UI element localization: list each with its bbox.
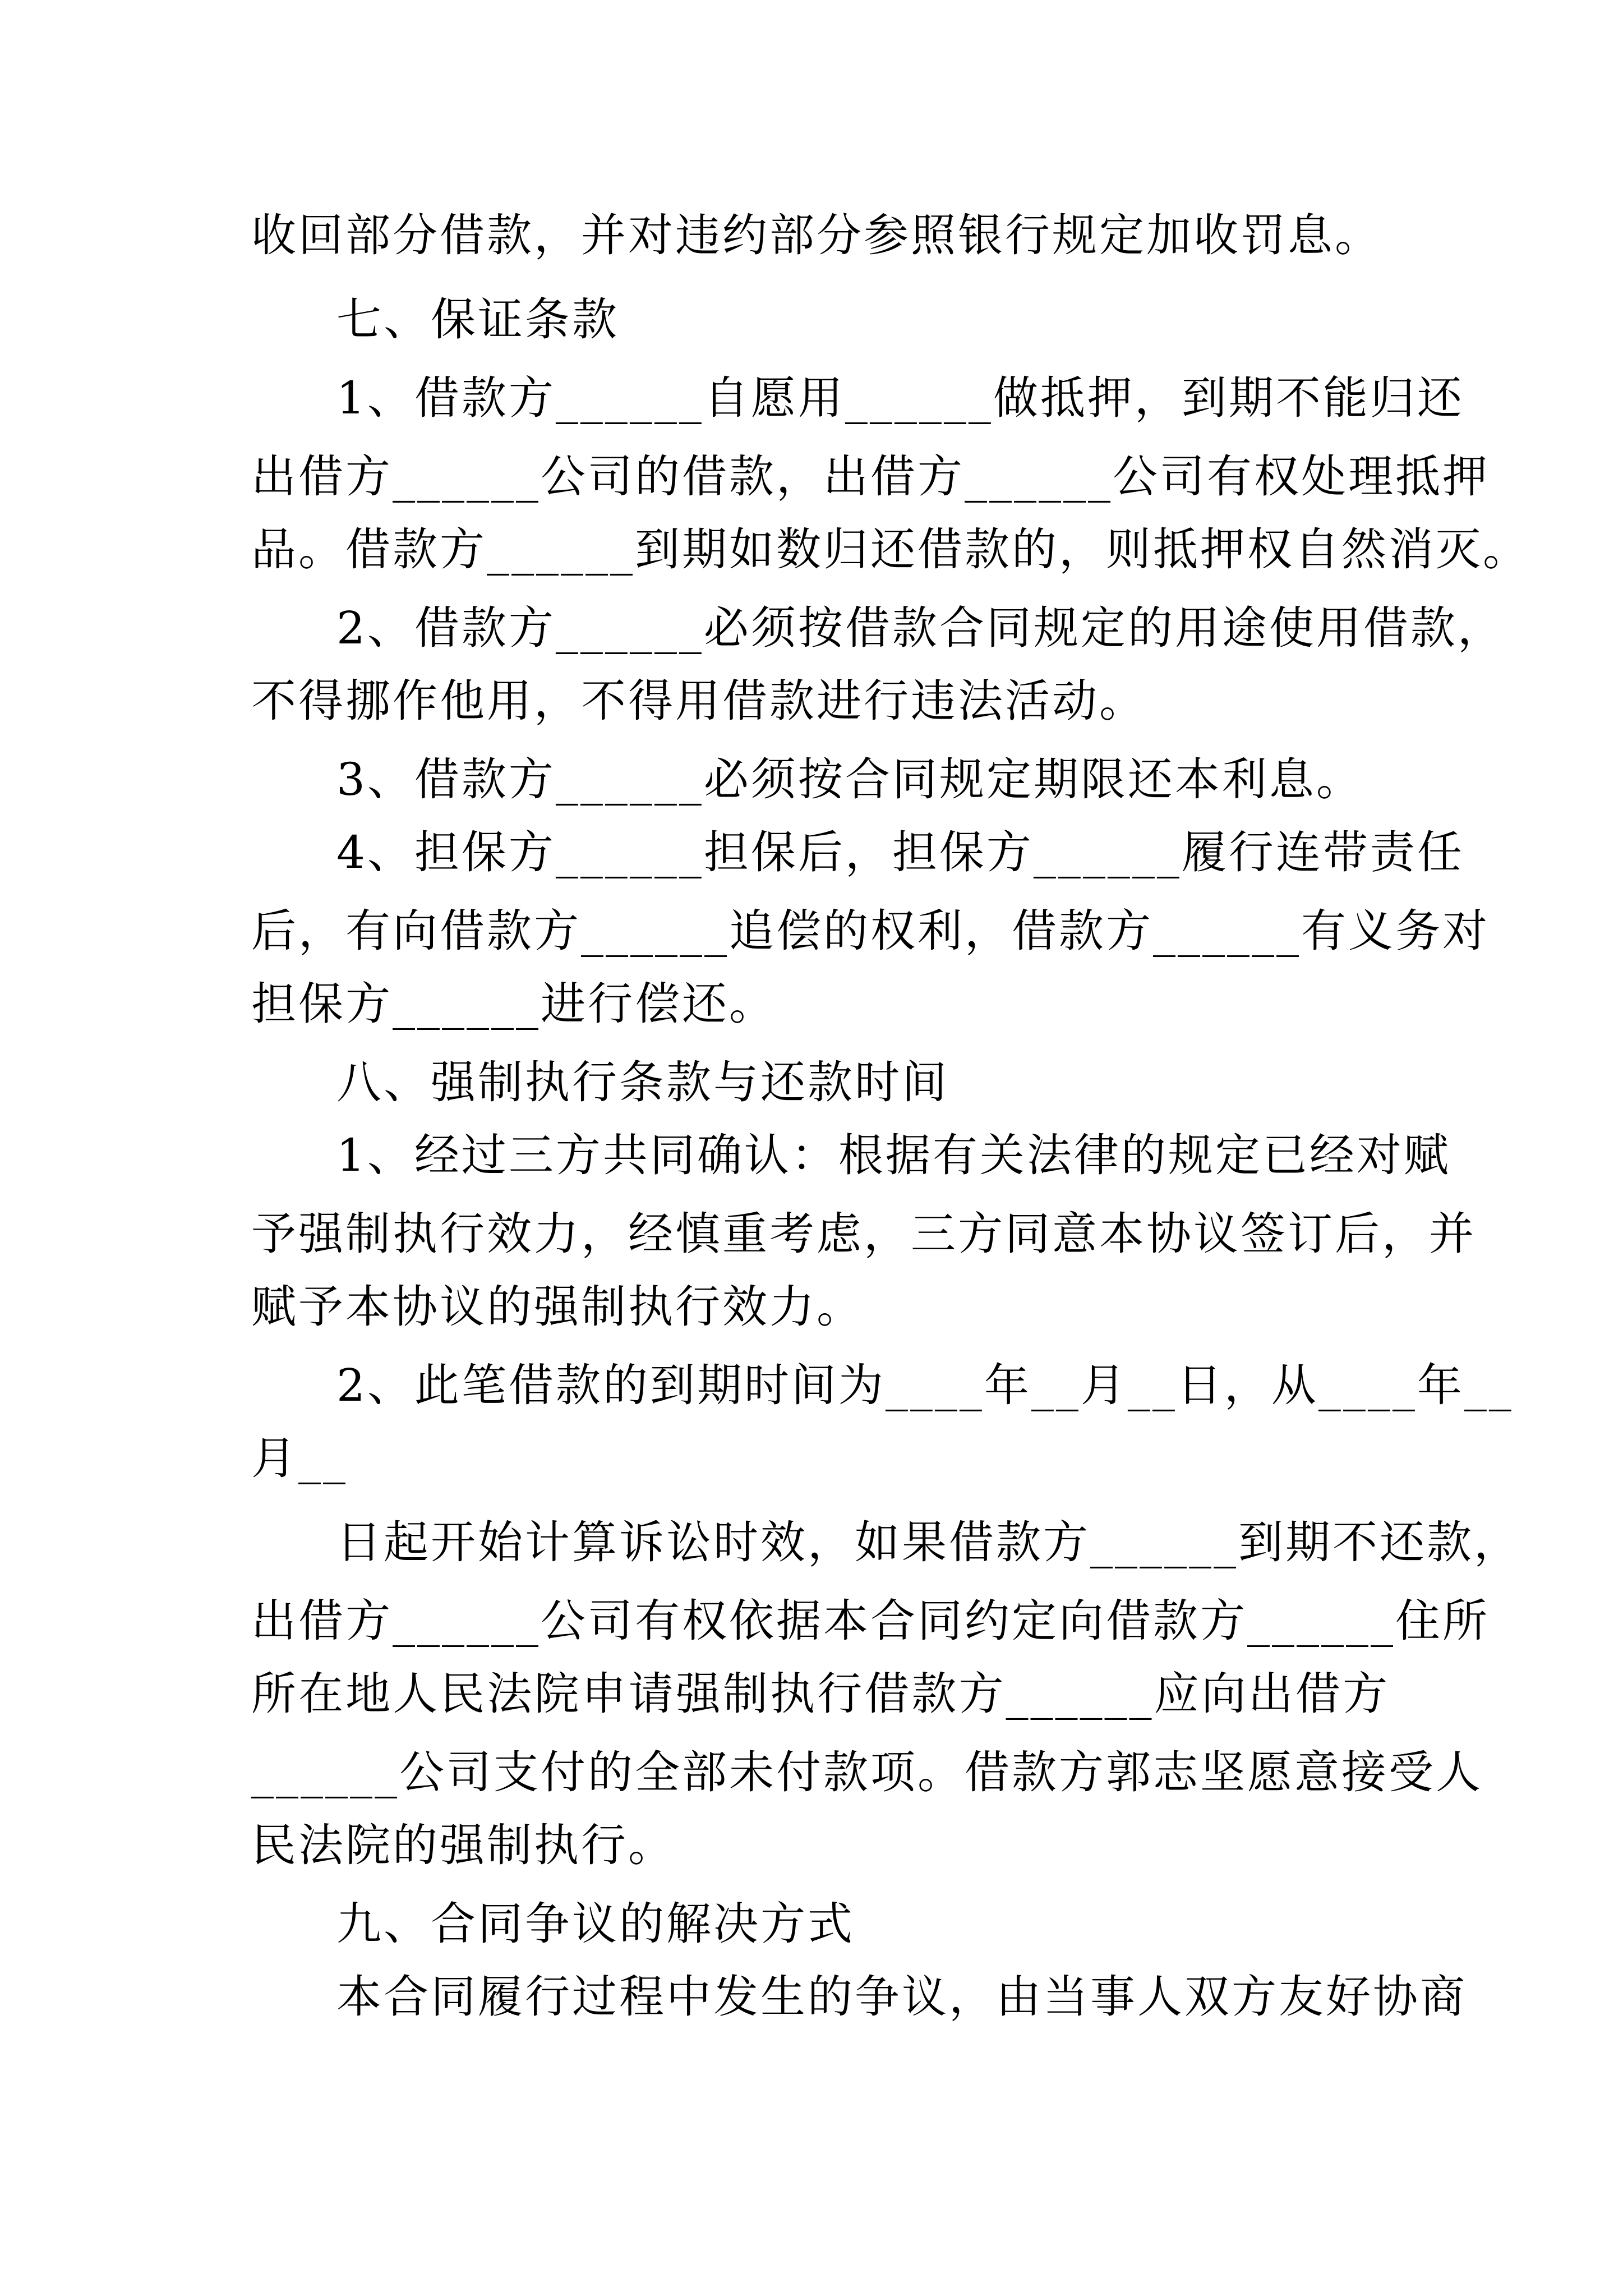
paragraph-line: 不得挪作他用，不得用借款进行违法活动。: [251, 675, 1146, 727]
paragraph-line: 日起开始计算诉讼时效，如果借款方______到期不还款，: [336, 1516, 1521, 1568]
paragraph-line: 赋予本协议的强制执行效力。: [251, 1281, 864, 1333]
paragraph-line: 后，有向借款方______追偿的权利，借款方______有义务对: [251, 905, 1490, 957]
paragraph-line: 4、担保方______担保后，担保方______履行连带责任: [336, 826, 1464, 878]
paragraph-line: ______公司支付的全部未付款项。借款方郭志坚愿意接受人: [251, 1746, 1483, 1798]
section-heading-seven: 七、保证条款: [336, 293, 619, 346]
paragraph-line: 民法院的强制执行。: [251, 1819, 675, 1871]
paragraph-line: 担保方______进行偿还。: [251, 978, 776, 1030]
paragraph-line: 予强制执行效力，经慎重考虑，三方同意本协议签订后，并: [251, 1208, 1476, 1260]
paragraph-line: 出借方______公司的借款，出借方______公司有权处理抵押: [251, 450, 1490, 503]
paragraph-line: 2、借款方______必须按借款合同规定的用途使用借款，: [336, 602, 1505, 654]
paragraph-line: 2、此笔借款的到期时间为____年__月__日，从____年__: [336, 1359, 1514, 1411]
paragraph-line: 出借方______公司有权依据本合同约定向借款方______住所: [251, 1595, 1490, 1647]
paragraph-line: 所在地人民法院申请强制执行借款方______应向出借方: [251, 1668, 1390, 1720]
paragraph-line: 品。借款方______到期如数归还借款的，则抵押权自然消灭。: [251, 523, 1530, 576]
section-heading-eight: 八、强制执行条款与还款时间: [336, 1056, 949, 1108]
section-heading-nine: 九、合同争议的解决方式: [336, 1898, 855, 1950]
paragraph-line: 1、借款方______自愿用______做抵押，到期不能归还: [336, 372, 1464, 424]
paragraph-line: 3、借款方______必须按合同规定期限还本利息。: [336, 753, 1363, 806]
paragraph-line: 收回部分借款，并对违约部分参照银行规定加收罚息。: [251, 209, 1382, 261]
paragraph-line: 本合同履行过程中发生的争议，由当事人双方友好协商: [336, 1971, 1467, 2023]
paragraph-line: 月__: [251, 1432, 348, 1484]
paragraph-line: 1、经过三方共同确认：根据有关法律的规定已经对赋: [336, 1129, 1451, 1181]
